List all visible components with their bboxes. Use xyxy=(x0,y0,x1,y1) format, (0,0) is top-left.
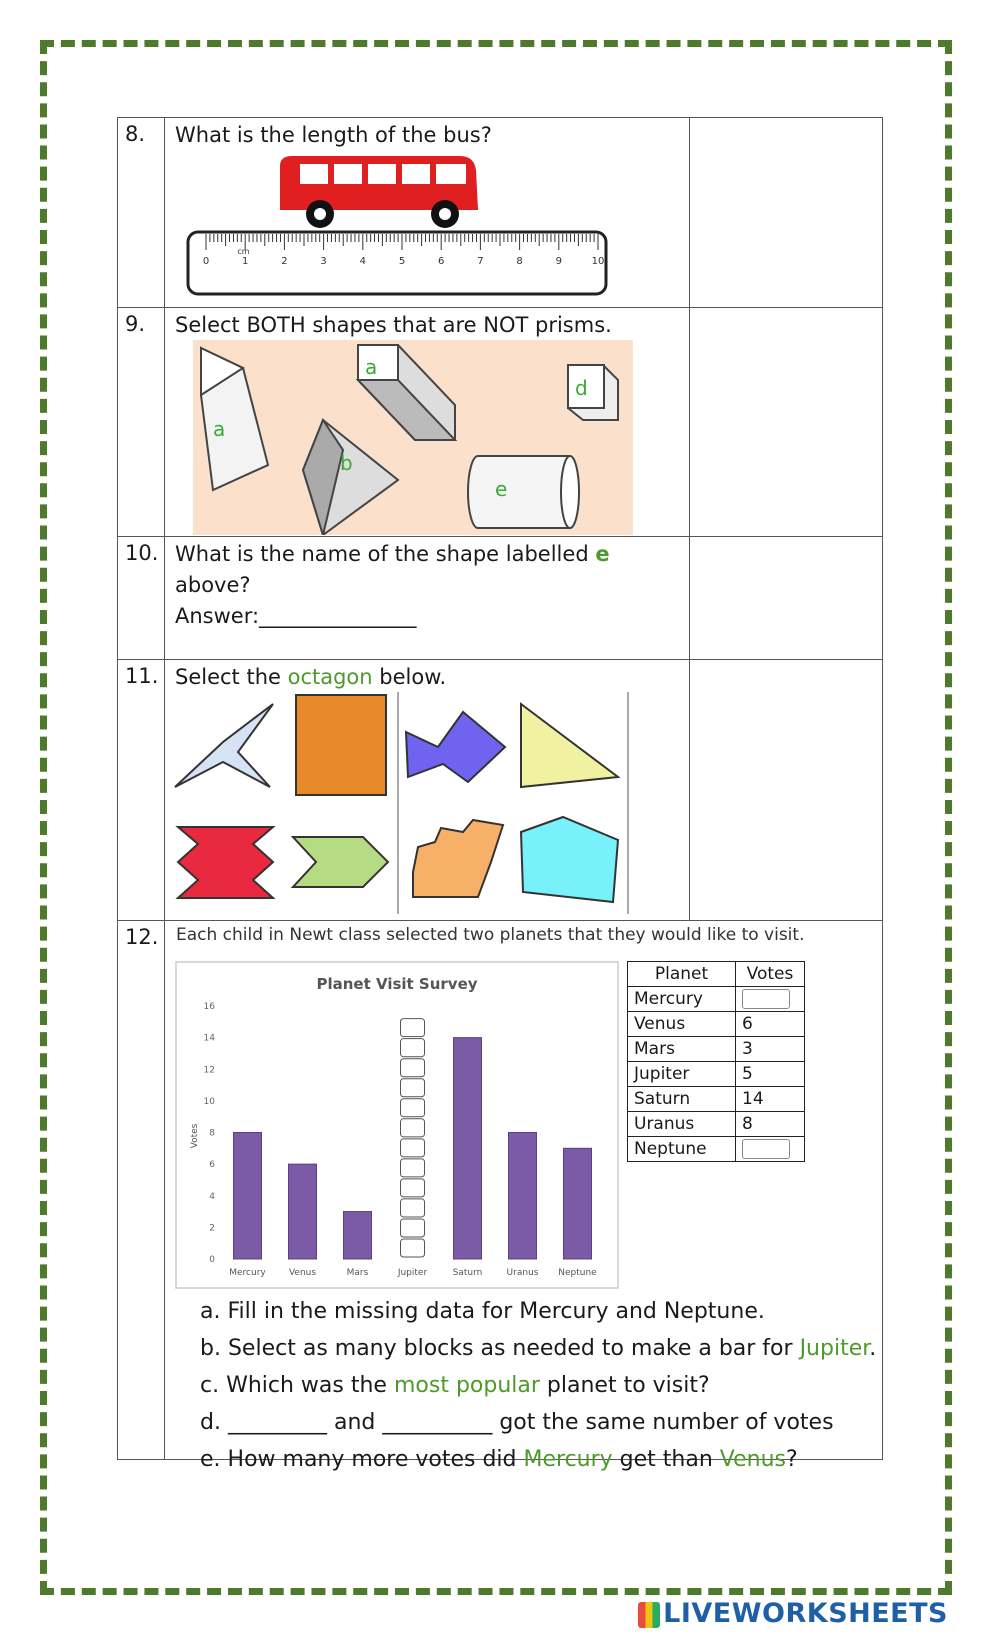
planet-cell: Mercury xyxy=(628,987,736,1012)
x-tick-label: Uranus xyxy=(506,1268,539,1278)
question-11-content xyxy=(165,660,690,920)
jupiter-block[interactable] xyxy=(401,1119,425,1137)
sub-question-e: e. How many more votes did Mercury get than Venus? xyxy=(200,1447,798,1472)
ruler-tick-label: 10 xyxy=(591,256,605,267)
votes-input-mercury[interactable] xyxy=(736,987,805,1012)
table-row xyxy=(628,987,805,1012)
ruler-tick-label: 8 xyxy=(516,256,523,267)
table-row xyxy=(628,1087,805,1112)
y-tick-label: 16 xyxy=(203,1002,215,1012)
table-row xyxy=(628,1062,805,1087)
answer-cell[interactable] xyxy=(690,537,882,659)
planet-cell: Neptune xyxy=(628,1137,736,1162)
y-tick-label: 12 xyxy=(203,1065,215,1076)
y-tick-label: 6 xyxy=(209,1160,215,1171)
votes-cell: 5 xyxy=(736,1062,805,1087)
question-11-row xyxy=(118,660,882,921)
ruler-tick-label: 5 xyxy=(398,256,406,267)
question-text: Select BOTH shapes that are NOT prisms. xyxy=(175,313,612,337)
table-row xyxy=(628,1112,805,1137)
ruler-unit-label: cm xyxy=(237,247,250,256)
orange-octagon-shape[interactable] xyxy=(413,820,503,897)
cyan-pentagon-shape[interactable] xyxy=(521,817,618,902)
prism-shapes-image xyxy=(193,340,633,535)
mercury-votes-input[interactable] xyxy=(742,989,790,1009)
label-a-left: a xyxy=(213,417,226,441)
table-row xyxy=(628,1137,805,1162)
label-b: b xyxy=(340,451,353,475)
jupiter-block[interactable] xyxy=(401,1179,425,1197)
square-shape[interactable] xyxy=(296,695,386,795)
worksheet-table xyxy=(117,117,883,1472)
question-number: 10. xyxy=(118,537,165,659)
planet-cell: Venus xyxy=(628,1012,736,1037)
yellow-triangle-shape[interactable] xyxy=(521,704,618,787)
votes-cell: 8 xyxy=(736,1112,805,1137)
votes-cell: 14 xyxy=(736,1087,805,1112)
label-d: d xyxy=(575,376,588,400)
question-10-row xyxy=(118,537,882,660)
question-8-row xyxy=(118,118,882,308)
ruler-tick-label: 1 xyxy=(242,256,249,267)
ruler-tick-label: 9 xyxy=(555,256,562,267)
jupiter-block[interactable] xyxy=(401,1199,425,1217)
x-tick-label: Saturn xyxy=(452,1268,483,1278)
polygon-choices-image xyxy=(173,692,633,917)
y-tick-label: 0 xyxy=(209,1255,215,1265)
blue-polygon-shape[interactable] xyxy=(406,712,505,782)
x-tick-label: Mars xyxy=(346,1268,369,1278)
question-number: 8. xyxy=(118,118,165,307)
jupiter-block[interactable] xyxy=(401,1099,425,1117)
green-arrow-shape[interactable] xyxy=(293,837,388,887)
y-tick-label: 2 xyxy=(209,1223,215,1234)
bus-on-ruler-image xyxy=(180,152,610,302)
sub-question-d: d. _________ and __________ got the same number of votes xyxy=(200,1410,834,1435)
jupiter-block[interactable] xyxy=(401,1079,425,1097)
question-text: Select the octagon below. xyxy=(175,665,447,689)
jupiter-block[interactable] xyxy=(401,1039,425,1057)
sub-question-a: a. Fill in the missing data for Mercury and Neptune. xyxy=(200,1299,765,1324)
y-tick-label: 8 xyxy=(209,1128,215,1139)
bar-uranus xyxy=(509,1133,537,1260)
ruler-tick-label: 3 xyxy=(320,256,327,267)
bar-venus xyxy=(289,1164,317,1259)
answer-line[interactable]: Answer:_______________ xyxy=(175,604,417,628)
planet-bar-chart xyxy=(175,961,619,1289)
question-12-row xyxy=(118,921,882,1472)
votes-cell: 3 xyxy=(736,1037,805,1062)
table-header-votes: Votes xyxy=(736,962,805,987)
bar-mercury xyxy=(234,1133,262,1260)
question-text: What is the name of the shape labelled e xyxy=(175,542,610,566)
question-9-row xyxy=(118,308,882,537)
ruler-tick-label: 7 xyxy=(477,256,484,267)
y-tick-label: 14 xyxy=(203,1033,215,1044)
question-number: 12. xyxy=(118,921,165,1459)
votes-table xyxy=(627,961,805,1162)
answer-cell[interactable] xyxy=(690,308,882,536)
neptune-votes-input[interactable] xyxy=(742,1139,790,1159)
votes-table-wrap xyxy=(627,961,805,1162)
question-number: 11. xyxy=(118,660,165,920)
question-text-line2: above? xyxy=(175,573,251,597)
y-tick-label: 4 xyxy=(209,1191,215,1202)
bus-icon xyxy=(280,156,478,228)
jupiter-block[interactable] xyxy=(401,1159,425,1177)
table-row xyxy=(628,1012,805,1037)
planet-cell: Saturn xyxy=(628,1087,736,1112)
x-tick-label: Jupiter xyxy=(397,1268,428,1278)
question-12-content xyxy=(165,921,882,1472)
jupiter-block[interactable] xyxy=(401,1139,425,1157)
jupiter-block[interactable] xyxy=(401,1239,425,1257)
question-8-content xyxy=(165,118,690,307)
table-row xyxy=(628,1037,805,1062)
chart-title: Planet Visit Survey xyxy=(316,975,478,993)
planet-cell: Uranus xyxy=(628,1112,736,1137)
ruler-tick-label: 4 xyxy=(359,256,366,267)
planet-cell: Mars xyxy=(628,1037,736,1062)
logo-icon xyxy=(638,1602,660,1628)
bar-mars xyxy=(344,1212,372,1259)
star-shape[interactable] xyxy=(175,704,273,787)
jupiter-block[interactable] xyxy=(401,1019,425,1037)
sub-question-b: b. Select as many blocks as needed to make a bar for Jupiter. xyxy=(200,1336,877,1361)
ruler-icon xyxy=(188,232,606,294)
ruler-tick-label: 6 xyxy=(438,256,445,267)
shape-e-cylinder[interactable] xyxy=(468,456,579,528)
x-tick-label: Mercury xyxy=(229,1268,266,1278)
red-zigzag-shape[interactable] xyxy=(178,827,273,898)
sub-question-c: c. Which was the most popular planet to visit? xyxy=(200,1373,710,1398)
y-axis-label: Votes xyxy=(190,1123,200,1149)
ruler-tick-label: 2 xyxy=(281,256,288,267)
votes-input-neptune[interactable] xyxy=(736,1137,805,1162)
votes-cell: 6 xyxy=(736,1012,805,1037)
sub-questions xyxy=(200,1293,876,1478)
label-a-top: a xyxy=(365,355,378,379)
bar-neptune xyxy=(564,1148,592,1259)
question-text: What is the length of the bus? xyxy=(175,123,492,147)
table-header-planet: Planet xyxy=(628,962,736,987)
label-e: e xyxy=(495,477,508,501)
x-tick-label: Neptune xyxy=(558,1268,597,1278)
x-tick-label: Venus xyxy=(288,1268,317,1278)
question-9-content xyxy=(165,308,690,536)
jupiter-block[interactable] xyxy=(401,1059,425,1077)
jupiter-block[interactable] xyxy=(401,1219,425,1237)
liveworksheets-logo: LIVEWORKSHEETS xyxy=(638,1598,948,1629)
answer-cell[interactable] xyxy=(690,118,882,307)
ruler-tick-label: 0 xyxy=(202,256,210,267)
planet-cell: Jupiter xyxy=(628,1062,736,1087)
question-intro: Each child in Newt class selected two planets that they would like to visit. xyxy=(176,925,805,945)
bar-saturn xyxy=(454,1038,482,1259)
question-10-content xyxy=(165,537,690,659)
y-tick-label: 10 xyxy=(203,1096,215,1107)
answer-cell[interactable] xyxy=(690,660,882,920)
question-number: 9. xyxy=(118,308,165,536)
